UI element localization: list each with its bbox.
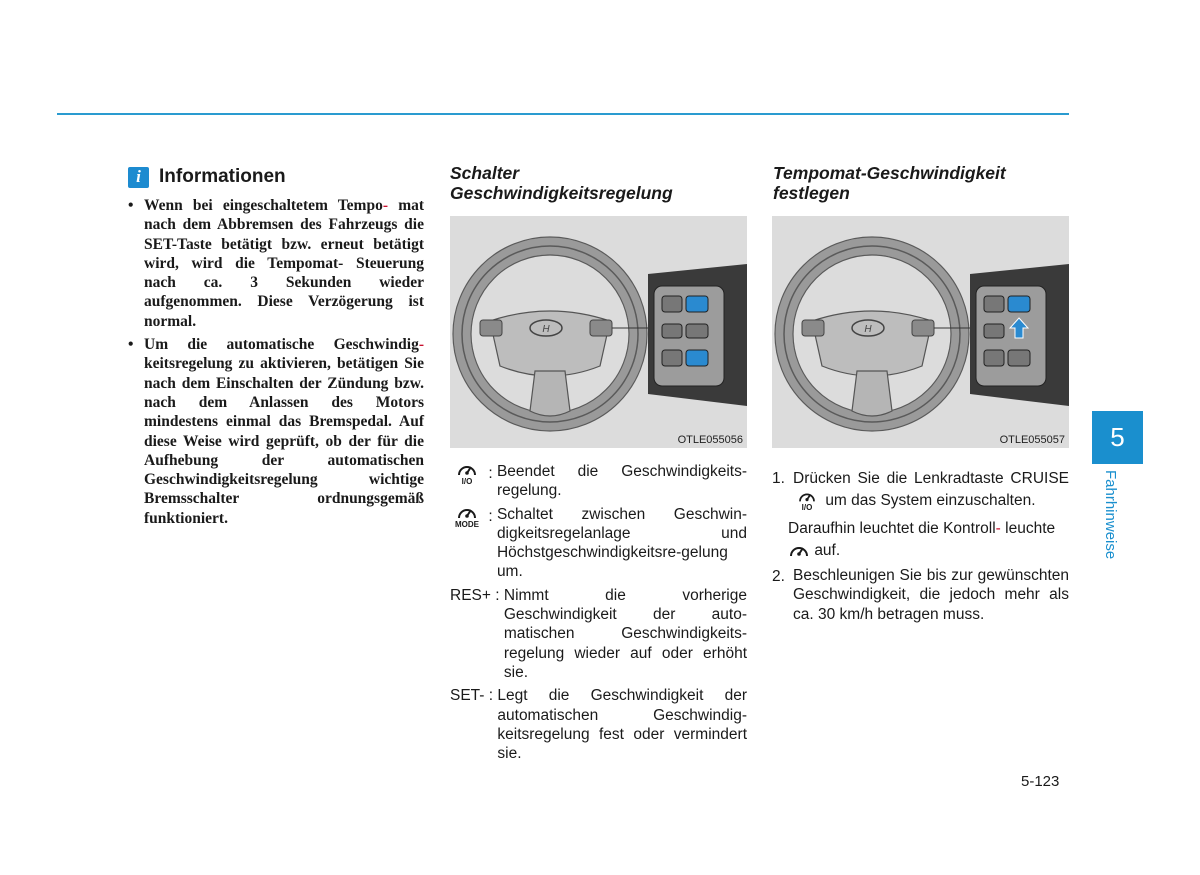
steering-wheel-set-illustration <box>772 216 1069 448</box>
steering-wheel-figure-set <box>772 216 1069 448</box>
switch-row-cruise: I/O : Beendet die Geschwindigkeits-regelung. <box>450 462 747 501</box>
step-2: 2. Beschleunigen Sie bis zur gewünschten Geschwindigkeit, die jedoch mehr als ca. 30 km/h betragen muss. <box>772 567 1069 623</box>
info-item: • Um die automatische Geschwindig- keitsregelung zu aktivieren, betätigen Sie nach dem Einschalten der Zündung bzw. nach dem Anlassen des Motors mindestens einmal das Bremspedal. Auf diese Weise wird geprüft, ob der für die Aufhebung der automatischen Geschwindigkeitsregelung wichtige Bremsschalter ordnungsgemäß funktioniert. <box>128 335 424 528</box>
cruise-icon <box>797 490 817 504</box>
chapter-tab: 5 <box>1092 411 1143 464</box>
steering-wheel-figure <box>450 216 747 448</box>
svg-text:H: H <box>864 324 872 335</box>
info-heading <box>128 166 286 188</box>
steering-wheel-illustration <box>450 216 747 448</box>
chapter-label: Fahrhinweise <box>1102 470 1119 560</box>
cruise-indicator-icon <box>788 543 810 559</box>
switch-row-mode: MODE : Schaltet zwischen Geschwin-digkeitsregelanlage und Höchstgeschwindigkeitsre-gelung um. <box>450 505 747 582</box>
figure-code: OTLE055057 <box>999 434 1065 446</box>
info-title: Informationen <box>159 166 286 187</box>
cruise-icon <box>456 462 478 478</box>
figure-code: OTLE055056 <box>677 434 743 446</box>
step-1: 1. Drücken Sie die Lenkradtaste CRUISE I/O um das System einzuschalten. <box>772 470 1069 512</box>
indicator-note: Daraufhin leuchtet die Kontroll- leuchte auf. <box>788 520 1056 560</box>
switch-descriptions <box>450 462 747 767</box>
cruise-mode-icon <box>456 505 478 521</box>
info-icon: i <box>128 167 149 188</box>
switch-row-set: SET- : Legt die Geschwindigkeit der automatischen Geschwindig-keitsregelung fest oder vermindert sie. <box>450 687 747 763</box>
switch-row-res: RES+ : Nimmt die vorherige Geschwindigkeit der auto-matischen Geschwindigkeits-regelung wieder auf oder erhöht sie. <box>450 586 747 681</box>
svg-text:H: H <box>542 324 550 335</box>
switch-key: SET- : <box>450 687 494 705</box>
set-steps <box>772 468 1069 624</box>
switch-key: RES+ : <box>450 586 500 604</box>
info-item: • Wenn bei eingeschaltetem Tempo- mat nach dem Abbremsen des Fahrzeugs die SET-Taste betätigt bzw. erneut betätigt wird, wird die Tempomat- Steuerung nach ca. 3 Sekunden wieder aufgenommen. Diese Verzögerung ist normal. <box>128 196 424 331</box>
set-section-title: Tempomat-Geschwindigkeit festlegen <box>773 163 1006 203</box>
switch-key: MODE : <box>450 505 497 582</box>
switch-key: I/O : <box>450 462 497 501</box>
header-rule <box>57 113 1069 115</box>
page-number: 5-123 <box>1021 773 1060 790</box>
switch-section-title: Schalter Geschwindigkeitsregelung <box>450 163 673 203</box>
info-list <box>128 196 424 532</box>
